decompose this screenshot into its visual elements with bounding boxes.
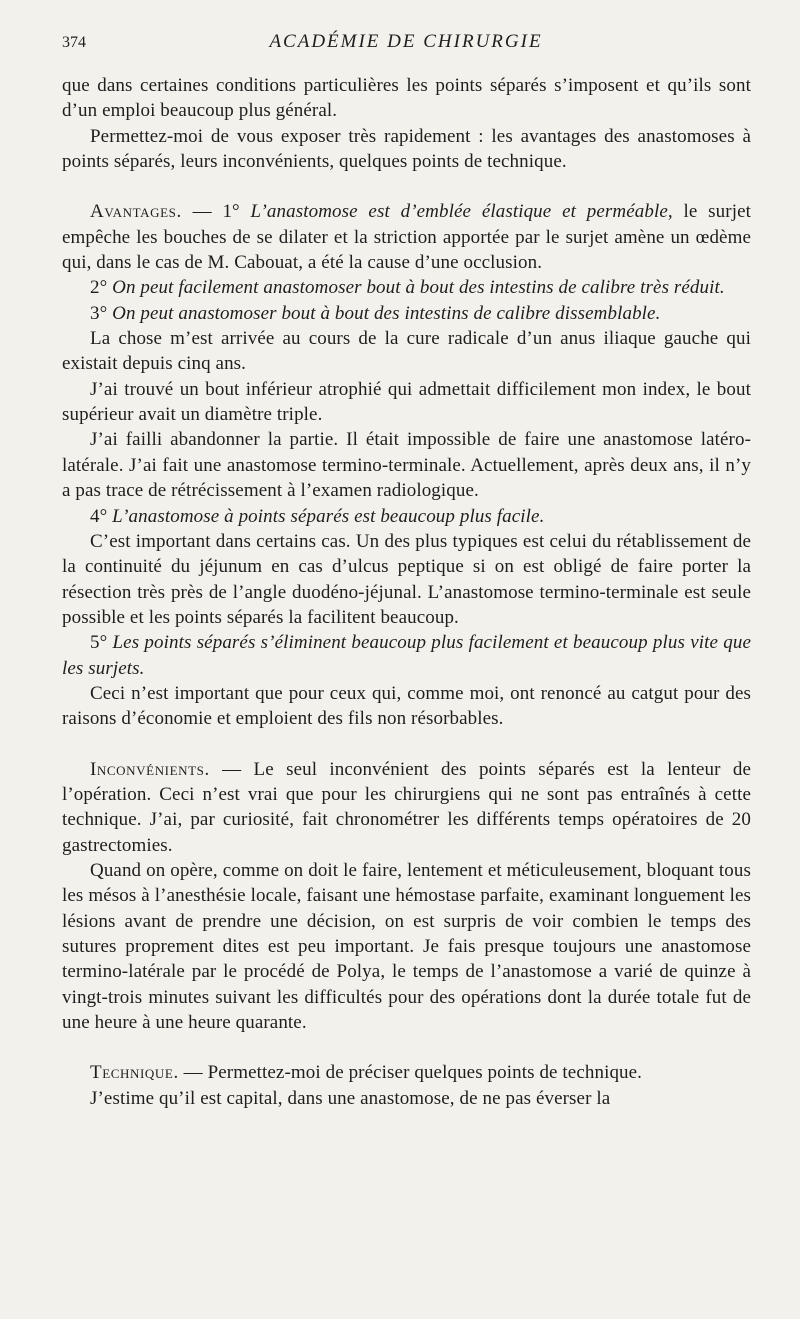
paragraph-advantage-2 <box>62 275 751 300</box>
advantage-1-statement: L’anastomose est d’emblée élastique et perméable, <box>250 201 673 223</box>
inconvenients-text: — Le seul inconvénient des points séparés est la lenteur de l’opération. Ceci n’est vrai que pour les chirurgiens qui ne sont pas entraînés à cette technique. J’ai, par curiosité, fait chronométrer les différents temps opératoires de 20 gastrectomies. <box>62 758 751 856</box>
advantage-3-number: 3° <box>90 302 113 324</box>
paragraph: J’ai failli abandonner la partie. Il était impossible de faire une anastomose latéro-latérale. J’ai fait une anastomose termino-terminale. Actuellement, après deux ans, il n’y a pas trace de rétrécissement à l’examen radiologique. <box>62 429 751 502</box>
paragraph-advantages <box>62 199 751 275</box>
paragraph: Ceci n’est important que pour ceux qui, comme moi, ont renoncé au catgut pour des raisons d’économie et emploient des fils non résorbables. <box>62 682 751 730</box>
paragraph-technique <box>62 1060 751 1085</box>
page-number: 374 <box>62 34 86 51</box>
paragraph-continuation: que dans certaines conditions particulières les points séparés s’imposent et qu’ils sont d’un emploi beaucoup plus général. <box>62 75 751 122</box>
paragraph: J’ai trouvé un bout inférieur atrophié qui admettait difficilement mon index, le bout supérieur avait un diamètre triple. <box>62 378 751 426</box>
advantage-4-number: 4° <box>90 505 113 527</box>
paragraph: C’est important dans certains cas. Un des plus typiques est celui du rétablissement de la continuité du jéjunum en cas d’ulcus peptique si on est obligé de faire porter la résection très près de l’angle duodéno-jéjunal. L’anastomose termino-terminale est seule possible et les points séparés la facilitent beaucoup. <box>62 530 751 628</box>
paragraph-inconvenients <box>62 757 751 858</box>
advantage-4-statement: L’anastomose à points séparés est beaucoup plus facile. <box>112 505 545 527</box>
paragraph: La chose m’est arrivée au cours de la cure radicale d’un anus iliaque gauche qui existait depuis cinq ans. <box>62 328 751 375</box>
advantage-1-number: — 1° <box>181 201 251 223</box>
paragraph: Quand on opère, comme on doit le faire, lentement et méticuleusement, bloquant tous les mésos à l’anesthésie locale, faisant une hémostase parfaite, examinant longuement les lésions avant de prendre une décision, on est surpris de voir combien le temps des sutures proprement dites est peu important. Je fais presque toujours une anastomose termino-latérale par le procédé de Polya, le temps de l’anastomose a varié de quinze à vingt-trois minutes suivant les difficultés pour des opérations dont la durée totale fut de une heure à une heure quarante. <box>62 859 751 1034</box>
paragraph-intro: Permettez-moi de vous exposer très rapidement : les avantages des anastomoses à points séparés, leurs inconvénients, quelques points de technique. <box>62 125 751 173</box>
section-heading-technique: Technique. <box>90 1062 179 1084</box>
advantage-1-text: le surjet empêche les bouches de se dilater et la striction apportée par le surjet amène un œdème qui, dans le cas de M. Cabouat, a été la cause d’une occlusion. <box>62 201 751 274</box>
page-header <box>62 28 750 56</box>
advantage-2-number: 2° <box>90 277 113 299</box>
running-title: ACADÉMIE DE CHIRURGIE <box>269 31 543 52</box>
advantage-2-statement: On peut facilement anastomoser bout à bout des intestins de calibre très réduit. <box>112 277 725 299</box>
section-heading-advantages: Avantages. <box>90 201 182 223</box>
advantage-5-number: 5° <box>90 632 113 654</box>
technique-text: — Permettez-moi de préciser quelques points de technique. <box>178 1062 643 1084</box>
body-text <box>62 73 751 1111</box>
paragraph: J’estime qu’il est capital, dans une anastomose, de ne pas éverser la <box>90 1087 611 1109</box>
advantage-3-statement: On peut anastomoser bout à bout des intestins de calibre dissemblable. <box>112 302 661 324</box>
paragraph-advantage-5 <box>62 630 751 681</box>
section-heading-inconvenients: Inconvénients. <box>90 758 210 780</box>
paragraph-advantage-4 <box>62 504 751 529</box>
paragraph-advantage-3 <box>62 301 751 326</box>
advantage-5-statement: Les points séparés s’éliminent beaucoup plus facilement et beaucoup plus vite que les surjets. <box>62 632 751 679</box>
